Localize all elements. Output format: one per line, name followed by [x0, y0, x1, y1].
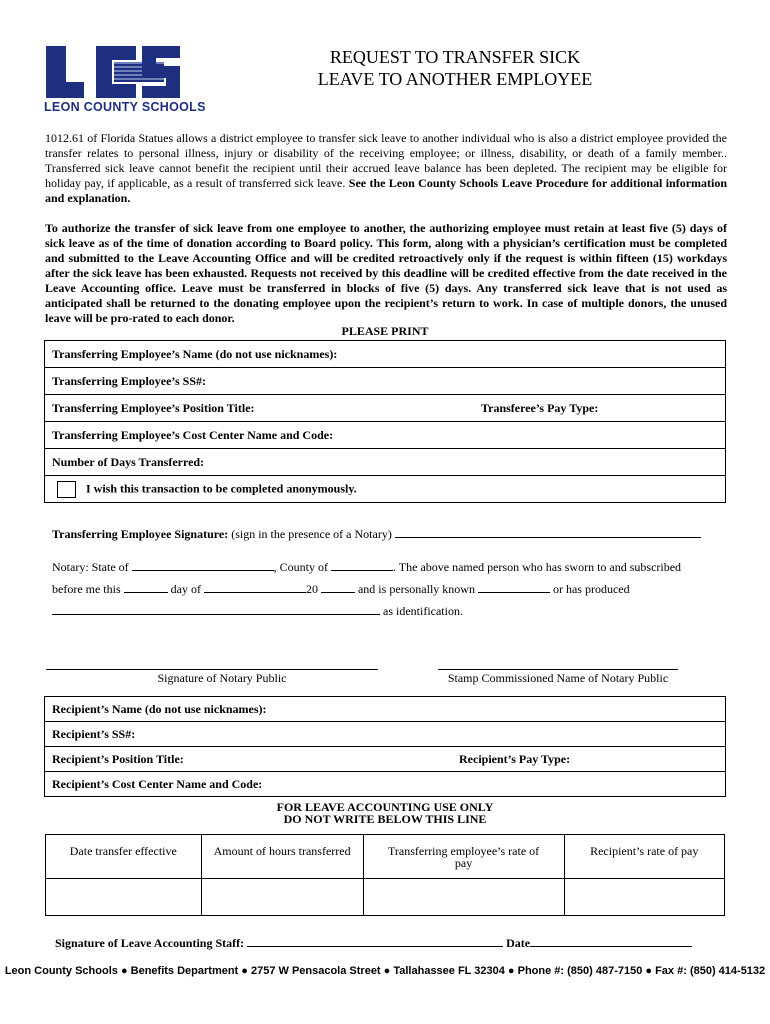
staff-signature-line[interactable]	[247, 935, 503, 947]
logo-text: LEON COUNTY SCHOOLS	[44, 100, 206, 114]
staff-date-line[interactable]	[530, 935, 692, 947]
recipient-ss-field[interactable]: Recipient’s SS#:	[45, 722, 726, 747]
notary-identification-field[interactable]	[52, 603, 380, 615]
recipient-table	[44, 696, 726, 797]
notary-row-2: before me this day of 20 and is personally known or has produced	[52, 582, 630, 596]
accounting-header: FOR LEAVE ACCOUNTING USE ONLY DO NOT WRITE BELOW THIS LINE	[276, 800, 494, 826]
recipient-name-field[interactable]: Recipient’s Name (do not use nicknames):	[45, 697, 726, 722]
footer-contact: Leon County Schools ● Benefits Department ● 2757 W Pensacola Street ● Tallahassee FL 32304 ● Phone #: (850) 487-7150 ● Fax #: (850) 414-5132	[4, 965, 766, 977]
transferee-pay-type-label: Transferee’s Pay Type:	[481, 401, 599, 415]
col-transferring-rate: Transferring employee’s rate of pay	[363, 835, 564, 879]
notary-state-field[interactable]	[132, 559, 274, 571]
authorize-paragraph: To authorize the transfer of sick leave from one employee to another, the authorizing employee must retain at least five (5) days of sick leave as of the time of donation according to Board policy. This form, along with a physician’s certification must be completed and submitted to the Leave Accounting Office and will be credited retroactively only if the request is within fifteen (15) workdays after the sick leave has been exhausted. Requests not received by this deadline will be credited effective from the date received in the Leave Accounting office. Leave must be transferred in blocks of five (5) days. Any transferred sick leave that is not used as anticipated shall be returned to the donating employee upon the recipient’s return to work. In case of multiple donors, the unused leave will be pro-rated to each donor.	[45, 221, 727, 325]
transferring-name-field[interactable]: Transferring Employee’s Name (do not use nicknames):	[45, 341, 726, 368]
page-title: REQUEST TO TRANSFER SICK LEAVE TO ANOTHER EMPLOYEE	[317, 47, 593, 89]
recipient-rate-cell[interactable]	[564, 879, 725, 916]
col-hours-transferred: Amount of hours transferred	[201, 835, 363, 879]
please-print: PLEASE PRINT	[341, 324, 429, 338]
accounting-table	[45, 834, 725, 916]
transferring-cost-center-field[interactable]: Transferring Employee’s Cost Center Name and Code:	[45, 422, 726, 449]
notary-day-field[interactable]	[124, 581, 168, 593]
col-date-transfer: Date transfer effective	[46, 835, 202, 879]
anonymous-label: I wish this transaction to be completed anonymously.	[86, 480, 357, 495]
transferring-position-field[interactable]: Transferring Employee’s Position Title: Transferee’s Pay Type:	[45, 395, 726, 422]
transferring-signature-line[interactable]	[395, 526, 701, 538]
notary-signature-line[interactable]	[46, 669, 378, 670]
recipient-position-field[interactable]: Recipient’s Position Title: Recipient’s Pay Type:	[45, 747, 726, 772]
anonymous-checkbox[interactable]	[57, 481, 76, 498]
notary-row-3: as identification.	[52, 603, 463, 619]
col-recipient-rate: Recipient’s rate of pay	[564, 835, 725, 879]
notary-signature-caption: Signature of Notary Public	[157, 671, 287, 685]
transferring-ss-field[interactable]: Transferring Employee’s SS#:	[45, 368, 726, 395]
notary-row-1: Notary: State of , County of . The above named person who has sworn to and subscribed	[52, 560, 682, 574]
recipient-pay-type-label: Recipient’s Pay Type:	[459, 752, 571, 766]
staff-signature-row: Signature of Leave Accounting Staff: Date	[55, 935, 692, 951]
transferring-signature-row: Transferring Employee Signature: (sign in the presence of a Notary)	[52, 526, 701, 542]
notary-known-field[interactable]	[478, 581, 550, 593]
notary-month-field[interactable]	[204, 581, 306, 593]
notary-county-field[interactable]	[331, 559, 393, 571]
notary-year-field[interactable]	[321, 581, 355, 593]
transferring-employee-table	[44, 340, 726, 503]
intro-paragraph: 1012.61 of Florida Statues allows a district employee to transfer sick leave to another individual who is also a district employee provided the transfer relates to personal illness, injury or disability of the receiving employee; or illness, disability, or death of a family member.. Transferred sick leave cannot benefit the recipient until their accrued leave balance has been depleted. The recipient may be eligible for holiday pay, if applicable, as a result of transferred sick leave. See the Leon County Schools Leave Procedure for additional information and explanation.	[45, 131, 728, 205]
date-transfer-cell[interactable]	[46, 879, 202, 916]
notary-stamp-line[interactable]	[438, 669, 678, 670]
hours-transferred-cell[interactable]	[201, 879, 363, 916]
transferring-rate-cell[interactable]	[363, 879, 564, 916]
days-transferred-field[interactable]: Number of Days Transferred:	[45, 449, 726, 476]
notary-stamp-caption: Stamp Commissioned Name of Notary Public	[447, 671, 669, 685]
recipient-cost-center-field[interactable]: Recipient’s Cost Center Name and Code:	[45, 772, 726, 797]
